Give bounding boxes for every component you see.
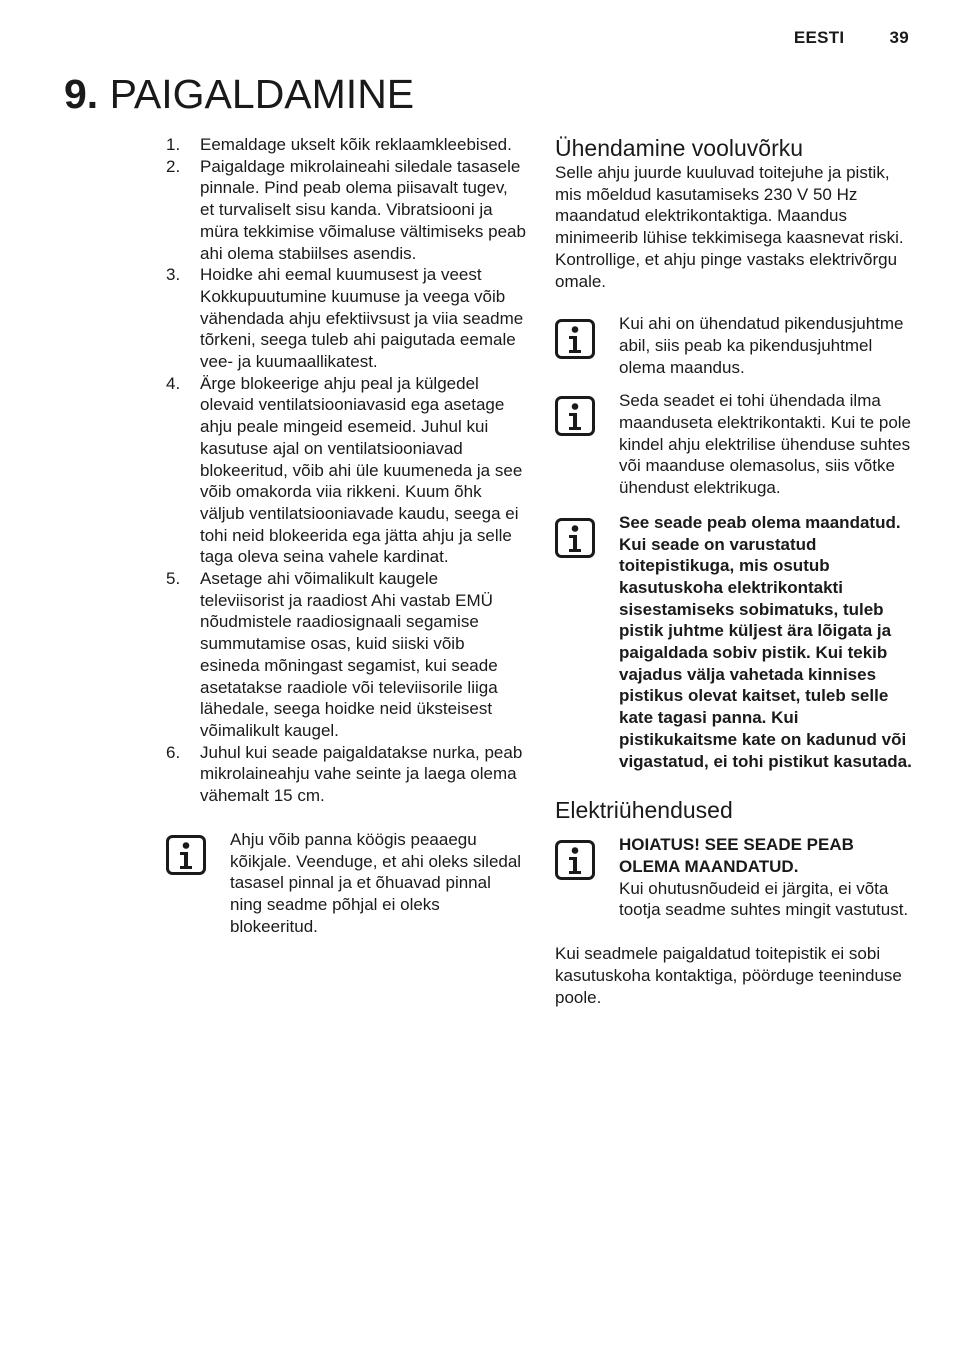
warning-text: Kui ohutusnõudeid ei järgita, ei võta tootja seadme suhtes mingit vastutust. — [619, 878, 909, 920]
left-column — [166, 134, 526, 937]
section-title: PAIGALDAMINE — [109, 71, 415, 117]
placement-note — [166, 829, 526, 938]
step-item — [166, 568, 526, 742]
section-number: 9. — [64, 71, 99, 117]
step-text: Eemaldage ukselt kõik reklaamkleebised. — [200, 135, 512, 154]
step-number: 3. — [166, 265, 181, 285]
step-number: 5. — [166, 569, 181, 589]
page-header — [794, 28, 909, 48]
info-icon — [166, 835, 206, 875]
warning-note — [555, 834, 915, 921]
step-text: Paigaldage mikrolaineahi siledale tasasele pinnale. Pind peab olema piisavalt tugev, et turvaliselt sisu kanda. Vibratsiooni ja müra tekkimise võimaluse vältimiseks peab ahi olema stabiilses asendis. — [200, 156, 526, 263]
closing-text: Kui seadmele paigaldatud toitepistik ei sobi kasutuskoha kontaktiga, pöörduge teeninduse poole. — [555, 944, 902, 1007]
grounding-note-text: Seda seadet ei tohi ühendada ilma maanduseta elektrikontakti. Kui te pole kindel ahju elektrilise ühenduse suhtes või maanduse olemasolus, siis võtke ühendust elektrikuga. — [619, 391, 912, 498]
info-icon — [555, 840, 595, 880]
step-number: 6. — [166, 742, 181, 762]
mains-heading: Ühendamine vooluvõrku — [555, 135, 804, 161]
extension-note-text: Kui ahi on ühendatud pikendusjuhtme abil, siis peab ka pikendusjuhtmel olema maandus. — [619, 314, 904, 377]
placement-note-text: Ahju võib panna köögis peaaegu kõikjale. Veenduge, et ahi oleks siledal tasasel pinnal ja et õhuavad pinnal ning seadme põhjal ei oleks blokeeritud. — [230, 829, 522, 936]
step-item — [166, 742, 526, 807]
step-item — [166, 264, 526, 373]
step-item — [166, 156, 526, 265]
extension-note — [555, 313, 915, 378]
info-icon — [555, 396, 595, 436]
mains-intro: Selle ahju juurde kuuluvad toitejuhe ja pistik, mis mõeldud kasutamiseks 230 V 50 Hz maandatud elektrikontaktiga. Maandus minimeerib lühise tekkimisega kaasnevat riski. Kontrollige, et ahju pinge vastaks elektrivõrgu omale. — [555, 163, 904, 291]
installation-steps — [166, 134, 526, 807]
step-item — [166, 373, 526, 568]
step-number: 2. — [166, 156, 181, 176]
plug-note — [555, 512, 915, 772]
right-column — [555, 134, 915, 1008]
page-title — [64, 68, 414, 120]
step-number: 4. — [166, 373, 181, 393]
step-text: Juhul kui seade paigaldatakse nurka, peab mikrolaineahju vahe seinte ja laega olema vähemalt 15 cm. — [200, 742, 523, 806]
warning-title: HOIATUS! SEE SEADE PEAB OLEMA MAANDATUD. — [619, 835, 854, 876]
info-icon — [555, 518, 595, 558]
info-icon — [555, 319, 595, 359]
step-number: 1. — [166, 135, 181, 154]
header-language: EESTI — [793, 28, 845, 47]
electrical-heading: Elektriühendused — [555, 797, 733, 824]
step-item — [166, 134, 526, 156]
plug-note-text: See seade peab olema maandatud. Kui seade on varustatud toitepistikuga, mis osutub kasutuskoha elektrikontakti sisestamiseks sobimatuks, tuleb pistik juhtme küljest ära lõigata ja paigaldada sobiv pistik. Kui tekib vajadus välja vahetada kinnises pistikus olevat kaitset, tuleb selle kate tagasi panna. Kui pistikukaitsme kate on kadunud või vigastatud, ei tohi pistikut kasutada. — [619, 512, 912, 771]
step-text: Hoidke ahi eemal kuumusest ja veest Kokkupuutumine kuumuse ja veega võib vähendada ahju efektiivsust ja viia seadme tõrkeni, seega tuleb ahi paigutada eemale vee- ja kuumaallikatest. — [200, 265, 524, 372]
page-number: 39 — [889, 28, 909, 47]
step-text: Asetage ahi võimalikult kaugele televiisorist ja raadiost Ahi vastab EMÜ nõudmistele raadiosignaali segamise summutamise osas, kuid siiski võib esineda mõningast segamist, kui seade asetatakse raadiole või televiisorile liiga lähedale, seega hoidke neid üksteisest võimalikult kaugel. — [200, 569, 498, 740]
grounding-note — [555, 390, 915, 499]
step-text: Ärge blokeerige ahju peal ja külgedel olevaid ventilatsiooniavasid ega asetage ahju peale mingeid esemeid. Juhul kui kasutuse ajal on ventilatsiooniavad blokeeritud, võib ahi üle kuumeneda ja see võib omakorda viia rikkeni. Kuum õhk väljub ventilatsiooniavade kaudu, seega ei tohi neid blokeerida ega jätta ahju ja selle taga oleva seina vahele kardinat. — [200, 373, 523, 567]
